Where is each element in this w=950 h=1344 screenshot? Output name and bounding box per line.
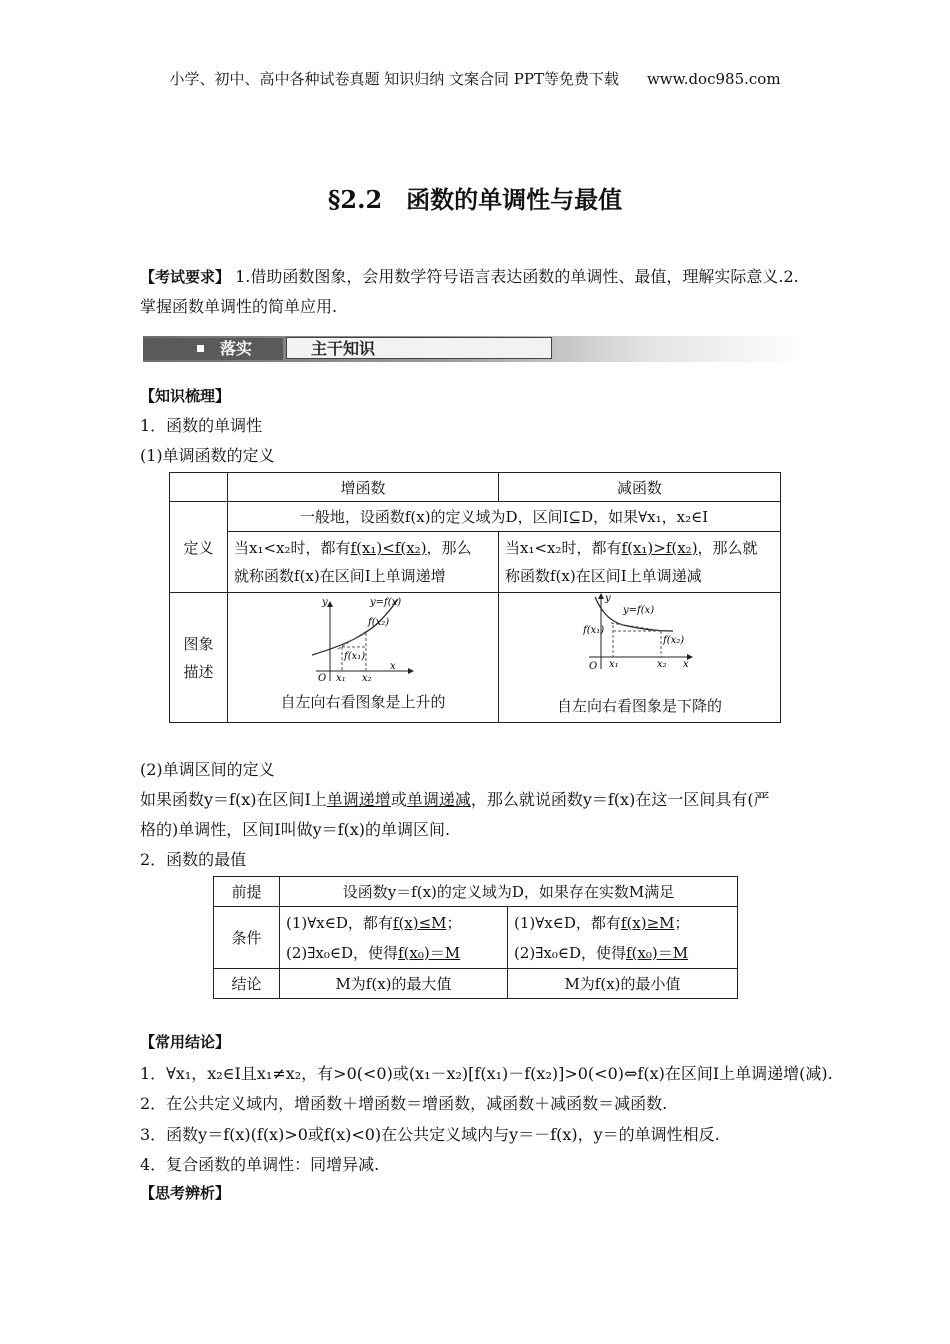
- item-2-title: 2．函数的最值: [140, 850, 247, 869]
- min-conditions: [508, 907, 738, 969]
- square-icon: [197, 345, 204, 352]
- sub-2-title: (2)单调区间的定义: [140, 760, 275, 779]
- thinking-heading: 【思考辨析】: [140, 1184, 231, 1202]
- dec-def-c: 称函数f(x)在区间I上单调递减: [505, 567, 702, 585]
- header-text: 小学、初中、高中各种试卷真题 知识归纳 文案合同 PPT等免费下载: [169, 70, 619, 88]
- g1-o: O: [318, 673, 327, 683]
- g2-fx2: f(x₂): [662, 635, 684, 646]
- min-c2-u: f(x₀)＝M: [626, 943, 689, 962]
- row-graph-line1: 图象: [183, 634, 214, 653]
- min-c2-a: (2)∃x₀∈D，使得: [514, 943, 626, 962]
- monotonic-table: [169, 472, 781, 723]
- definition-common: 一般地，设函数f(x)的定义域为D，区间I⊆D，如果∀x₁，x₂∈I: [228, 502, 781, 532]
- dec-def-underline: f(x₁)>f(x₂): [621, 539, 698, 557]
- row-graph: [170, 593, 228, 723]
- sub2-u1: 单调递增: [326, 790, 391, 809]
- sub-1-title: (1)单调函数的定义: [140, 446, 275, 465]
- g1-y: y: [322, 597, 328, 608]
- dec-def-b: ，那么就: [697, 539, 758, 557]
- increasing-caption: 自左向右看图象是上升的: [280, 693, 446, 711]
- g1-x: x: [390, 661, 396, 672]
- inc-def-a: 当x₁<x₂时，都有: [234, 539, 351, 557]
- decreasing-definition: [499, 532, 781, 593]
- sub2-b: ，那么就说函数y＝f(x)在这一区间具有(严: [470, 790, 770, 809]
- sub2-a: 如果函数y＝f(x)在区间I上: [140, 790, 327, 809]
- conclusions-heading: 【常用结论】: [140, 1033, 231, 1051]
- row-definition: 定义: [170, 502, 228, 593]
- exam-requirement: [140, 262, 812, 322]
- g2-o: O: [588, 661, 597, 672]
- max-c2-u: f(x₀)＝M: [398, 943, 461, 962]
- header-site: www.doc985.com: [646, 70, 781, 88]
- page-header: [0, 68, 950, 89]
- item-1-title: 1．函数的单调性: [140, 416, 263, 435]
- conclusion-item-4: 4．复合函数的单调性：同增异减.: [140, 1155, 380, 1174]
- premise-text: 设函数y＝f(x)的定义域为D，如果存在实数M满足: [280, 877, 738, 907]
- inc-def-underline: f(x₁)<f(x₂): [350, 539, 427, 557]
- banner-left-text: 落实: [220, 339, 253, 358]
- col-increasing: 增函数: [228, 473, 499, 502]
- max-c1-a: (1)∀x∈D，都有: [286, 913, 393, 932]
- min-c1-b: ；: [674, 913, 690, 932]
- requirement-text: 1.借助函数图象，会用数学符号语言表达函数的单调性、最值，理解实际意义.2.掌握函数单调性的简单应用.: [140, 267, 799, 316]
- g1-yfx: y=f(x): [370, 597, 402, 608]
- title-text: 函数的单调性与最值: [406, 185, 623, 214]
- max-c2-a: (2)∃x₀∈D，使得: [286, 943, 398, 962]
- min-c1-u: f(x)≥M: [620, 913, 675, 932]
- conclusion-item-3: 3．函数y＝f(x)(f(x)>0或f(x)<0)在公共定义域内与y＝－f(x)，y＝的单调性相反.: [140, 1125, 720, 1144]
- row-graph-line2: 描述: [183, 662, 214, 681]
- g2-yfx: y=f(x): [622, 605, 654, 616]
- g1-fx2: f(x₂): [368, 617, 390, 628]
- decreasing-caption: 自左向右看图象是下降的: [556, 697, 722, 715]
- knowledge-heading: 【知识梳理】: [140, 387, 231, 405]
- page-title: [0, 180, 950, 215]
- section-number: §2.2: [327, 185, 383, 214]
- increasing-graph: [308, 595, 418, 683]
- max-c1-u: f(x)≤M: [392, 913, 447, 932]
- dec-def-a: 当x₁<x₂时，都有: [505, 539, 622, 557]
- g2-x2: x₂: [656, 659, 667, 670]
- g1-x2: x₂: [362, 673, 372, 683]
- sub-2-text-line1: [140, 787, 770, 810]
- sub-2-text-line2: 格的)单调性，区间I叫做y＝f(x)的单调区间.: [140, 820, 451, 839]
- col-decreasing: 减函数: [499, 473, 781, 502]
- max-conditions: [280, 907, 508, 969]
- max-conclusion: M为f(x)的最大值: [280, 969, 508, 999]
- min-c1-a: (1)∀x∈D，都有: [514, 913, 621, 932]
- sub2-u2: 单调递减: [406, 790, 471, 809]
- extremum-table: [213, 876, 738, 999]
- increasing-graph-cell: [228, 593, 499, 723]
- max-c1-b: ；: [446, 913, 462, 932]
- banner-left: [143, 338, 283, 360]
- banner-right: 主干知识: [286, 337, 552, 359]
- premise-label: 前提: [214, 877, 280, 907]
- increasing-definition: [228, 532, 499, 593]
- g2-y: y: [604, 593, 611, 604]
- conclusion-label: 结论: [214, 969, 280, 999]
- decreasing-graph: [583, 593, 697, 673]
- section-banner: [143, 336, 808, 362]
- condition-label: 条件: [214, 907, 280, 969]
- g2-x1: x₁: [608, 659, 619, 670]
- conclusion-item-2: 2．在公共定义域内，增函数＋增函数＝增函数，减函数＋减函数＝减函数.: [140, 1094, 668, 1113]
- g2-fx1: f(x₁): [582, 625, 604, 636]
- g1-x1: x₁: [336, 673, 346, 683]
- decreasing-graph-cell: [499, 593, 781, 723]
- sub2-or: 或: [390, 790, 407, 809]
- inc-def-b: ，那么: [426, 539, 472, 557]
- requirement-label: 【考试要求】: [140, 268, 231, 286]
- inc-def-c: 就称函数f(x)在区间I上单调递增: [234, 567, 446, 585]
- g1-fx1: f(x₁): [344, 651, 366, 662]
- conclusion-item-1: 1．∀x₁，x₂∈I且x₁≠x₂，有>0(<0)或(x₁－x₂)[f(x₁)－f(x₂)]>0(<0)⇔f(x)在区间I上单调递增(减).: [140, 1064, 833, 1083]
- min-conclusion: M为f(x)的最小值: [508, 969, 738, 999]
- table1-corner: [170, 473, 228, 502]
- g2-x: x: [682, 659, 689, 670]
